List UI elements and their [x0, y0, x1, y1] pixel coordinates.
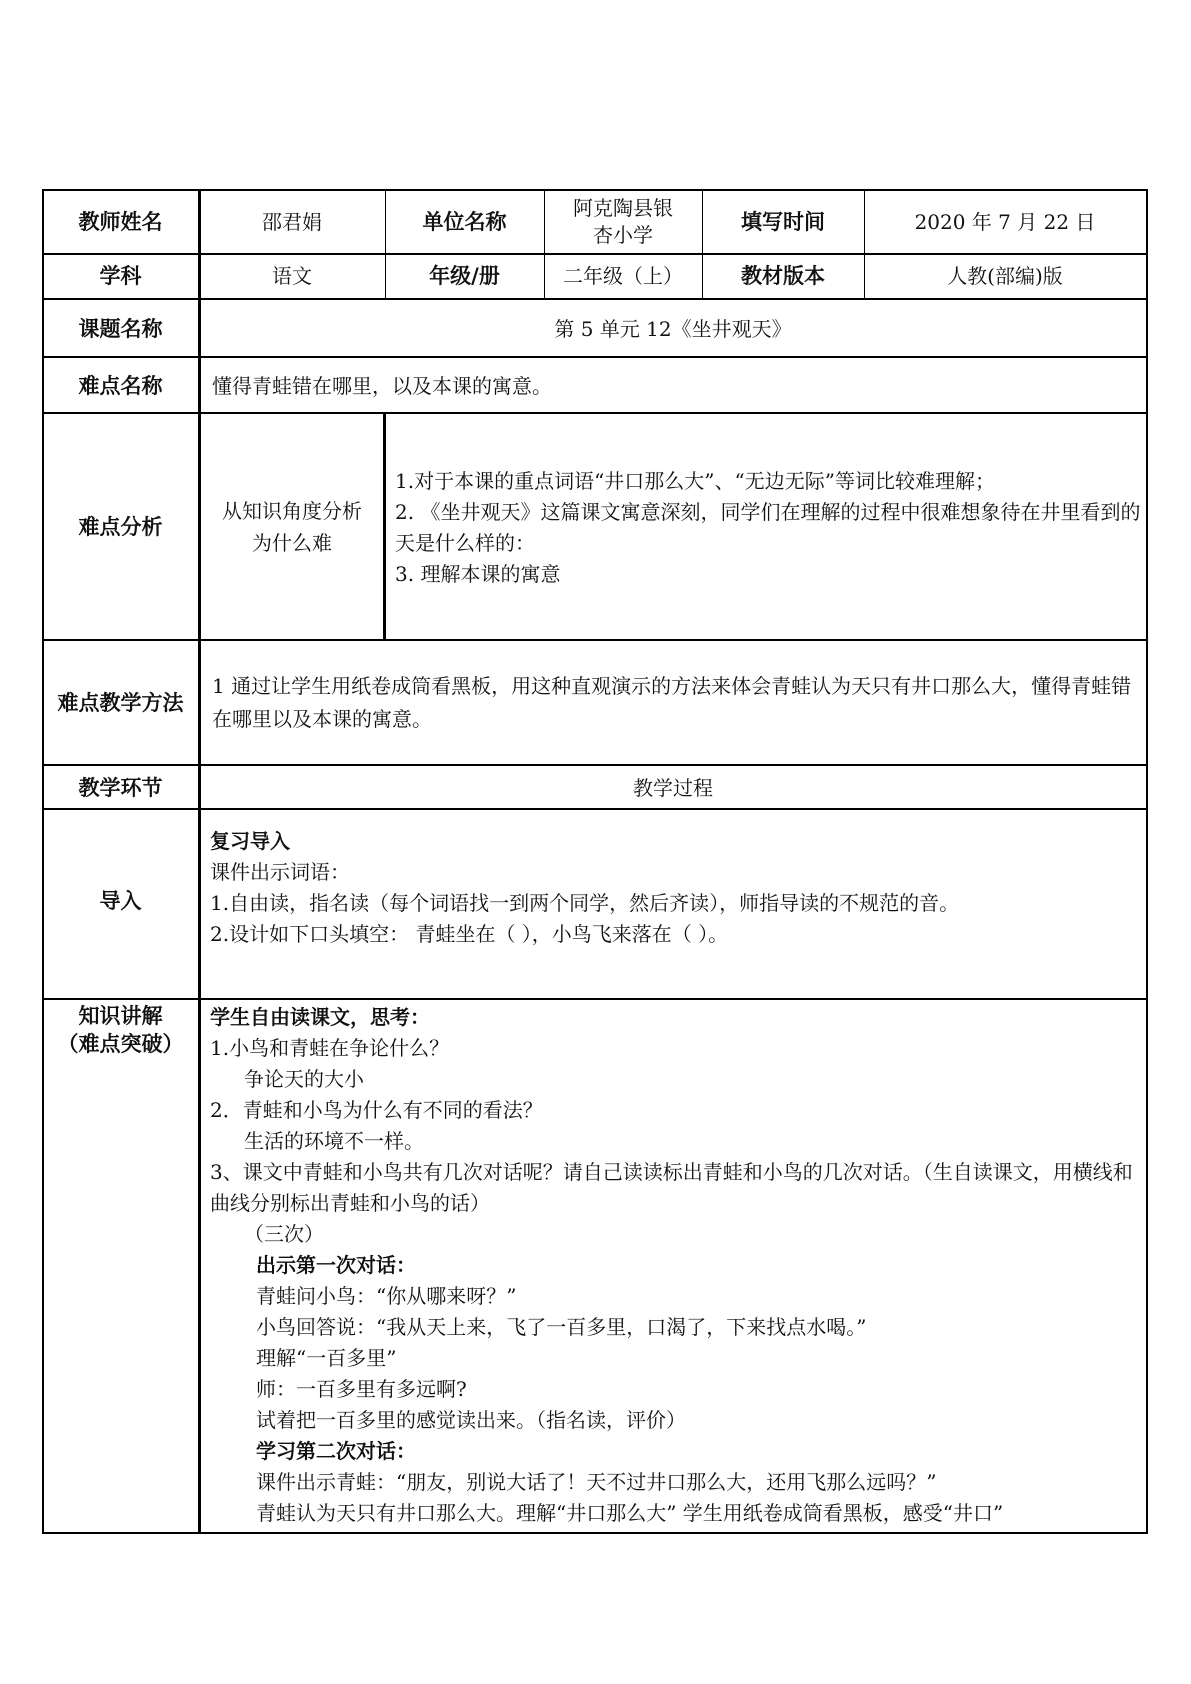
- intro-title: 复习导入: [210, 829, 290, 853]
- teacher-label: 教师姓名: [78, 210, 163, 234]
- dialog1-line: 小鸟回答说：“我从天上来，飞了一百多里，口渴了，下来找点水喝。”: [256, 1315, 867, 1339]
- process-header-label: 教学环节: [78, 776, 163, 800]
- dialog1-line: 试着把一百多里的感觉读出来。（指名读，评价）: [256, 1408, 686, 1432]
- table-border: [42, 412, 1148, 414]
- dialog2-line: 课件出示青蛙：“朋友，别说大话了！天不过井口那么大，还用飞那么远吗？”: [256, 1470, 937, 1494]
- dialog1-line: 理解“一百多里”: [256, 1346, 397, 1370]
- table-border: [198, 189, 201, 1534]
- dialog1-line: 师：一百多里有多远啊?: [256, 1377, 467, 1401]
- process-header-value: 教学过程: [633, 776, 713, 800]
- knowledge-q3: 3、课文中青蛙和小鸟共有几次对话呢？请自己读读标出青蛙和小鸟的几次对话。（生自读课文，用横线和曲线分别标出青蛙和小鸟的话）: [210, 1160, 1133, 1215]
- method-value: 1 通过让学生用纸卷成筒看黑板，用这种直观演示的方法来体会青蛙认为天只有井口那么大，懂得青蛙错在哪里以及本课的寓意。: [212, 674, 1132, 731]
- table-border: [383, 412, 386, 640]
- unit-value: 阿克陶县银杏小学: [573, 196, 673, 247]
- table-border: [42, 998, 1148, 1000]
- table-border: [42, 356, 1148, 358]
- intro-line-1: 课件出示词语：: [210, 860, 350, 884]
- table-border: [42, 189, 1148, 191]
- table-border: [42, 1532, 1148, 1534]
- knowledge-q1: 1.小鸟和青蛙在争论什么？: [210, 1036, 450, 1060]
- grade-value: 二年级（上）: [563, 264, 683, 288]
- grade-label: 年级/册: [429, 264, 500, 288]
- subject-label: 学科: [99, 264, 142, 288]
- analysis-text: [395, 466, 1147, 626]
- table-border: [702, 189, 703, 299]
- analysis-line-2: 2. 《坐井观天》这篇课文寓意深刻，同学们在理解的过程中很难想象待在井里看到的天是什么样的：: [395, 500, 1141, 555]
- intro-label: 导入: [99, 888, 142, 913]
- table-border: [385, 189, 386, 299]
- knowledge-label: [42, 1002, 199, 1062]
- topic-label: 课题名称: [78, 316, 163, 341]
- table-border: [42, 764, 1148, 766]
- intro-line-2: 1.自由读，指名读（每个词语找一到两个同学，然后齐读），师指导读的不规范的音。: [210, 891, 960, 915]
- dialog2-line: 青蛙认为天只有井口那么大。理解“井口那么大” 学生用纸卷成筒看黑板，感受“井口”: [256, 1501, 1004, 1525]
- table-border: [42, 808, 1148, 810]
- knowledge-text: [210, 1002, 1145, 1532]
- difficulty-label: 难点名称: [78, 373, 163, 398]
- knowledge-title: 学生自由读课文，思考：: [210, 1005, 430, 1029]
- dialog1-line: 青蛙问小鸟：“你从哪来呀？”: [256, 1284, 517, 1308]
- analysis-sublabel: 从知识角度分析为什么难: [222, 498, 362, 555]
- date-value: 2020 年 7 月 22 日: [914, 210, 1096, 234]
- analysis-label: 难点分析: [78, 514, 163, 539]
- dialog2-title: 学习第二次对话：: [256, 1439, 416, 1463]
- table-border: [42, 253, 1148, 255]
- knowledge-q2: 2．青蛙和小鸟为什么有不同的看法？: [210, 1098, 543, 1122]
- subject-value: 语文: [272, 264, 312, 288]
- knowledge-a1: 争论天的大小: [244, 1067, 364, 1091]
- dialog1-title: 出示第一次对话：: [256, 1253, 416, 1277]
- knowledge-a2: 生活的环境不一样。: [244, 1129, 424, 1153]
- table-border: [864, 189, 865, 299]
- table-border: [42, 639, 1148, 641]
- date-label: 填写时间: [741, 210, 825, 234]
- knowledge-label-line1: 知识讲解: [78, 1004, 163, 1028]
- edition-label: 教材版本: [741, 264, 825, 288]
- unit-label: 单位名称: [422, 210, 507, 234]
- knowledge-label-line2: （难点突破）: [57, 1032, 184, 1056]
- table-border: [544, 189, 545, 299]
- analysis-line-3: 3. 理解本课的寓意: [395, 562, 561, 586]
- table-border: [1146, 189, 1148, 1534]
- edition-value: 人教(部编)版: [947, 264, 1063, 288]
- intro-text: [210, 826, 1145, 976]
- teacher-value: 邵君娟: [262, 210, 322, 234]
- table-border: [42, 189, 44, 1534]
- method-label: 难点教学方法: [57, 691, 184, 715]
- table-border: [42, 298, 1148, 300]
- difficulty-value: 懂得青蛙错在哪里，以及本课的寓意。: [212, 373, 552, 398]
- topic-value: 第 5 单元 12《坐井观天》: [554, 316, 792, 341]
- knowledge-a3: （三次）: [244, 1222, 324, 1246]
- intro-line-3: 2.设计如下口头填空： 青蛙坐在（ ），小鸟飞来落在（ ）。: [210, 922, 729, 946]
- analysis-line-1: 1.对于本课的重点词语“井口那么大”、“无边无际”等词比较难理解；: [395, 469, 995, 493]
